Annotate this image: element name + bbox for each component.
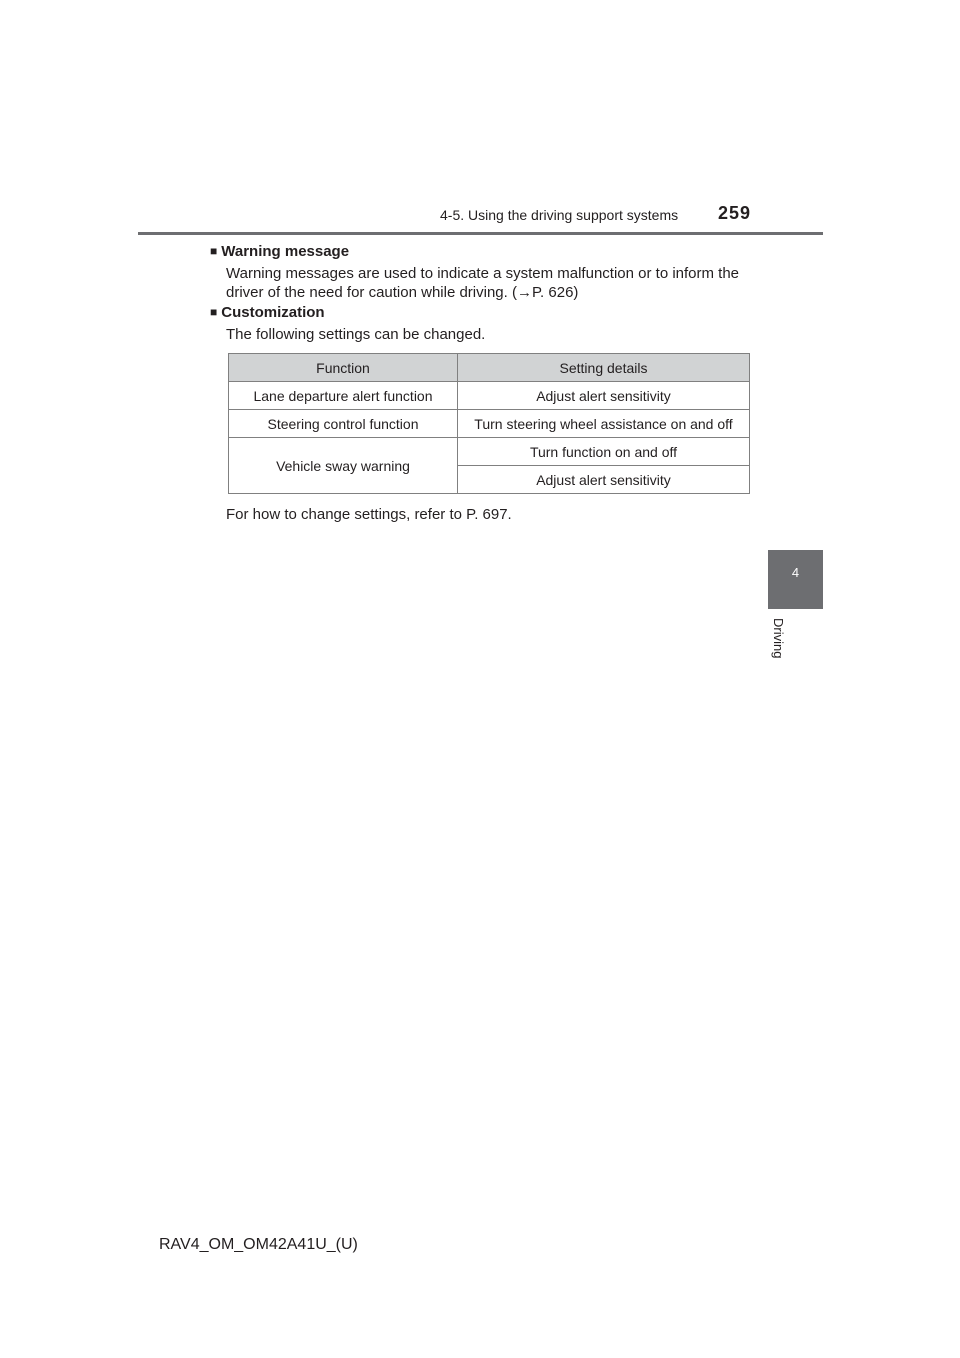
chapter-label [770, 618, 790, 668]
chapter-number: 4 [791, 565, 800, 580]
function-cell: Steering control function [229, 410, 458, 438]
paragraph-line: driver of the need for caution while driving. (→P. 626) [226, 284, 579, 301]
function-cell: Lane departure alert function [229, 382, 458, 410]
setting-details-cell: Adjust alert sensitivity [458, 382, 750, 410]
table-row [229, 382, 750, 410]
table-row [229, 410, 750, 438]
function-cell: Vehicle sway warning [229, 438, 458, 494]
table-header-row [229, 354, 750, 382]
square-bullet-icon: ■ [210, 305, 218, 319]
manual-code: RAV4_OM_OM42A41U_(U) [159, 1236, 358, 1253]
square-bullet-icon: ■ [210, 244, 218, 258]
page-number: 259 [718, 203, 752, 223]
header-divider [138, 232, 823, 235]
paragraph-line: Warning messages are used to indicate a system malfunction or to inform the [226, 265, 740, 282]
setting-details-cell: Adjust alert sensitivity [458, 466, 750, 494]
setting-details-cell: Turn function on and off [458, 438, 750, 466]
column-header: Setting details [458, 354, 750, 382]
section-heading [210, 243, 349, 260]
heading-text: Warning message [221, 243, 350, 260]
section-heading [210, 304, 325, 321]
setting-details-cell: Turn steering wheel assistance on and off [458, 410, 750, 438]
table-row [229, 438, 750, 466]
settings-reference-note: For how to change settings, refer to P. 697. [226, 506, 512, 523]
chapter-label-text: Driving [771, 618, 786, 659]
column-header: Function [229, 354, 458, 382]
settings-table [228, 353, 750, 494]
paragraph-line: The following settings can be changed. [226, 326, 486, 343]
heading-text: Customization [221, 304, 325, 321]
chapter-tab [768, 550, 823, 609]
section-title: 4-5. Using the driving support systems [440, 207, 679, 223]
